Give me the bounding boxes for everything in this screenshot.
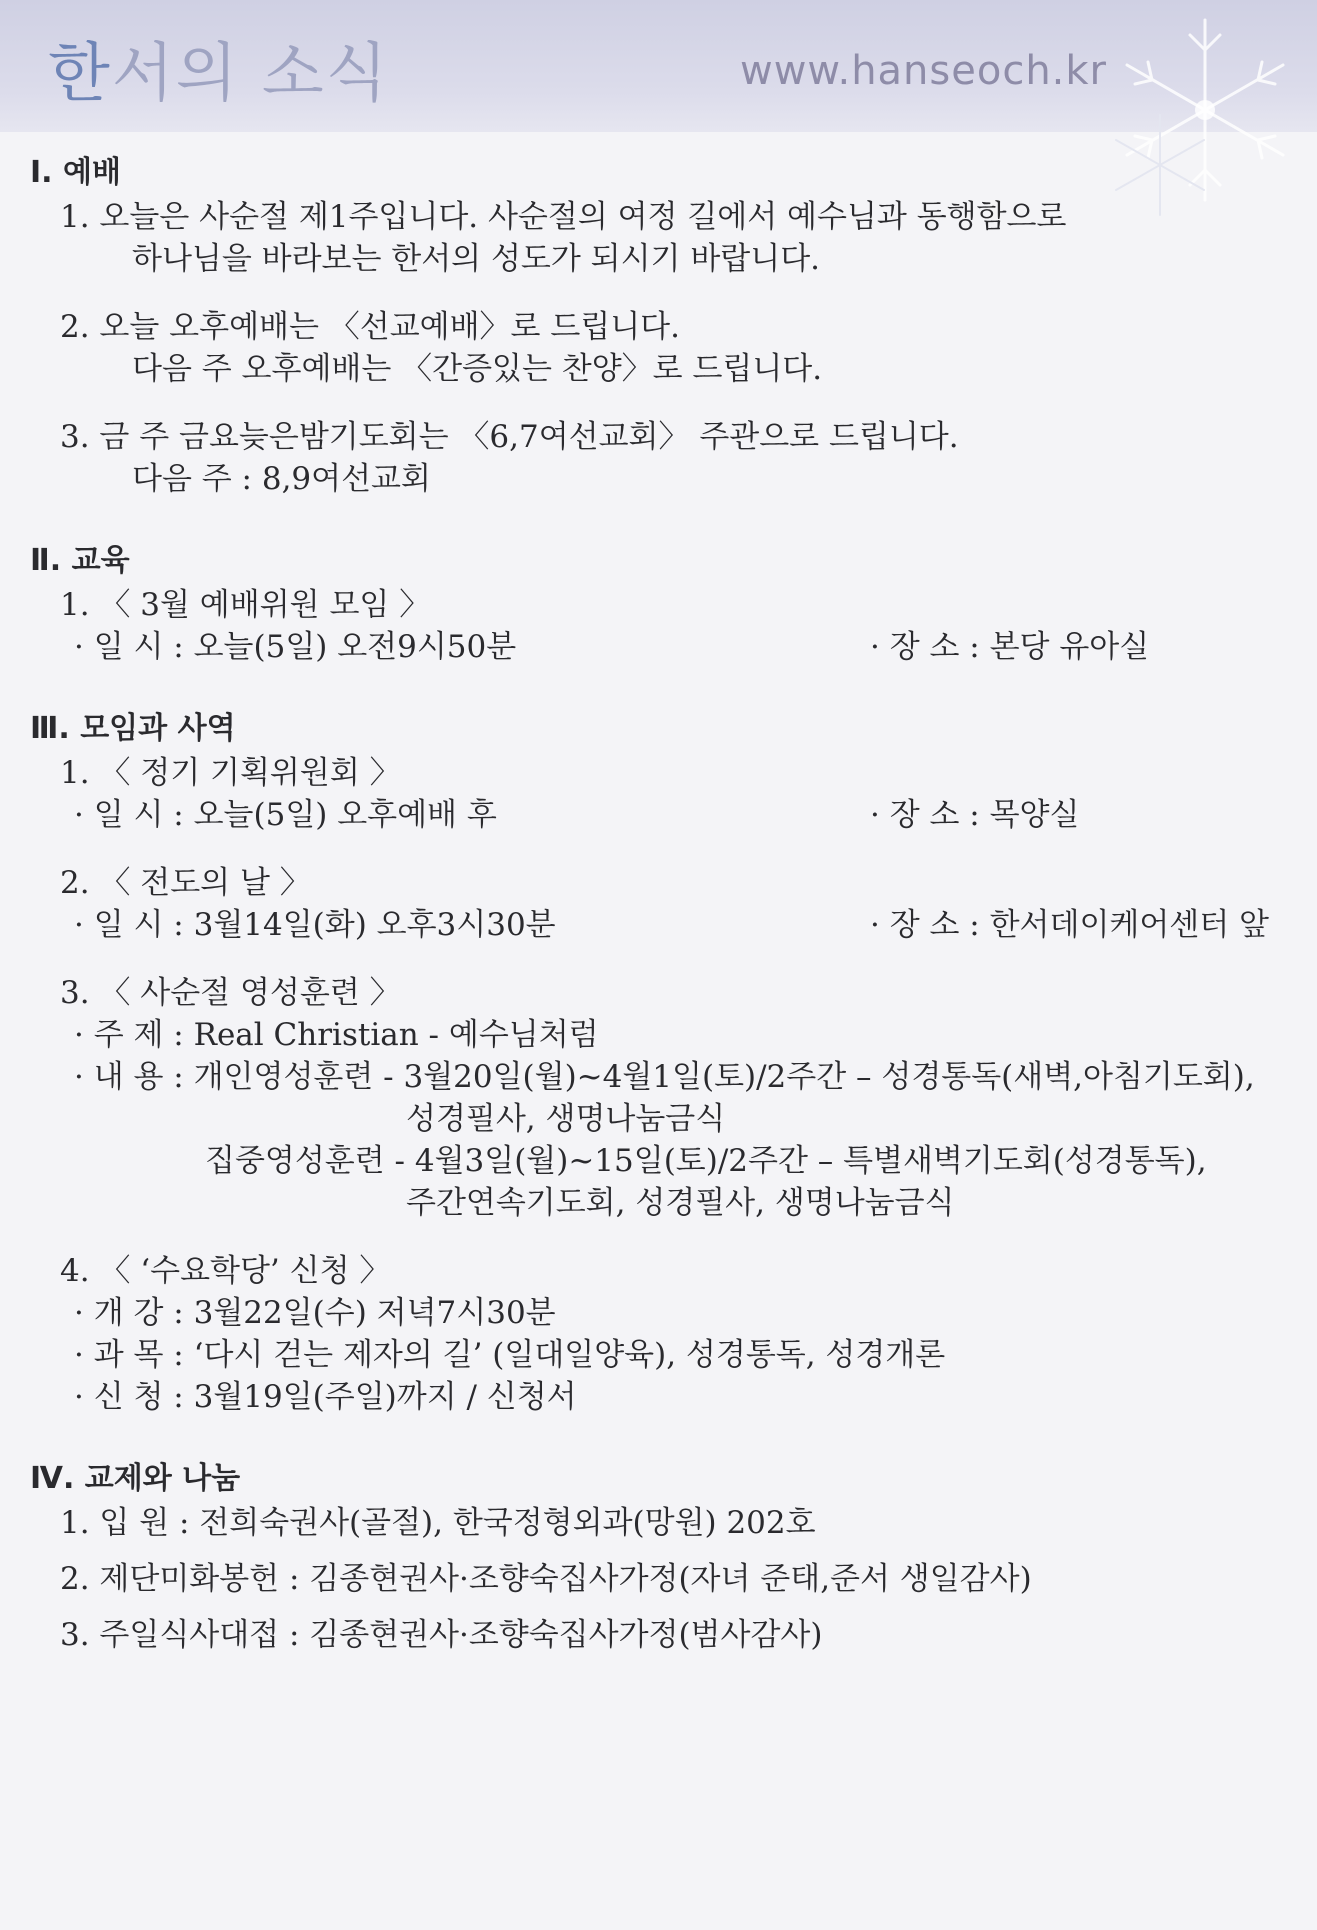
worship-item-3: 3. 금 주 금요늦은밤기도회는 〈6,7여선교회〉 주관으로 드립니다. 다음 주 : 8,9여선교회	[60, 419, 959, 497]
ministry-item-2-details	[74, 904, 1290, 946]
content-line-cont: 성경필사, 생명나눔금식	[406, 1101, 726, 1137]
date-text: · 일 시 : 오늘(5일) 오후예배 후	[74, 797, 497, 833]
place-text: · 장 소 : 목양실	[870, 797, 1080, 833]
date-text: · 일 시 : 3월14일(화) 오후3시30분	[74, 907, 556, 943]
ministry-item-2: 2. 〈 전도의 날 〉	[60, 865, 311, 901]
date-text: · 일 시 : 오늘(5일) 오전9시50분	[74, 629, 517, 665]
education-item-1: 1. 〈 3월 예배위원 모임 〉	[60, 587, 431, 623]
newsletter-title: 한서의 소식	[48, 37, 390, 111]
ministry-item-4: 4. 〈 ‘수요학당’ 신청 〉	[60, 1253, 391, 1289]
content-line: · 내 용 : 개인영성훈련 - 3월20일(월)~4월1일(토)/2주간 – 성경통독(새벽,아침기도회),	[74, 1059, 1255, 1095]
ministry-item-1-details	[74, 794, 1290, 836]
website-url[interactable]: www.hanseoch.kr	[740, 48, 1107, 94]
education-item-1-details	[74, 626, 1290, 668]
ministry-item-3: 3. 〈 사순절 영성훈련 〉	[60, 975, 401, 1011]
ministry-item-1: 1. 〈 정기 기획위원회 〉	[60, 755, 401, 791]
fellowship-item-2: 2. 제단미화봉헌 : 김종현권사·조향숙집사가정(자녀 준태,준서 생일감사)	[60, 1561, 1032, 1597]
place-text: · 장 소 : 본당 유아실	[870, 629, 1150, 665]
fellowship-item-1: 1. 입 원 : 전희숙권사(골절), 한국정형외과(망원) 202호	[60, 1505, 816, 1541]
worship-item-2: 2. 오늘 오후예배는 〈선교예배〉로 드립니다. 다음 주 오후예배는 〈간증있는 찬양〉로 드립니다.	[60, 309, 823, 387]
place-text: · 장 소 : 한서데이케어센터 앞	[870, 907, 1269, 943]
worship-item-1: 1. 오늘은 사순절 제1주입니다. 사순절의 여정 길에서 예수님과 동행함으로 하나님을 바라보는 한서의 성도가 되시기 바랍니다.	[60, 199, 1067, 277]
course-apply-line: · 신 청 : 3월19일(주일)까지 / 신청서	[74, 1379, 577, 1415]
content-line-2-cont: 주간연속기도회, 성경필사, 생명나눔금식	[406, 1185, 955, 1221]
fellowship-item-3: 3. 주일식사대접 : 김종현권사·조향숙집사가정(범사감사)	[60, 1617, 823, 1653]
section-title-ministry: Ⅲ. 모임과 사역	[30, 711, 236, 746]
section-title-fellowship: Ⅳ. 교제와 나눔	[30, 1461, 241, 1496]
section-title-worship: Ⅰ. 예배	[30, 155, 121, 190]
course-subject-line: · 과 목 : ‘다시 걷는 제자의 길’ (일대일양육), 성경통독, 성경개론	[74, 1337, 946, 1373]
course-open-line: · 개 강 : 3월22일(수) 저녁7시30분	[74, 1295, 556, 1331]
content-line-2: 집중영성훈련 - 4월3일(월)~15일(토)/2주간 – 특별새벽기도회(성경통독),	[205, 1143, 1207, 1179]
theme-line: · 주 제 : Real Christian - 예수님처럼	[74, 1017, 599, 1053]
section-title-education: Ⅱ. 교육	[30, 543, 130, 578]
bulletin-content	[30, 152, 1290, 1656]
